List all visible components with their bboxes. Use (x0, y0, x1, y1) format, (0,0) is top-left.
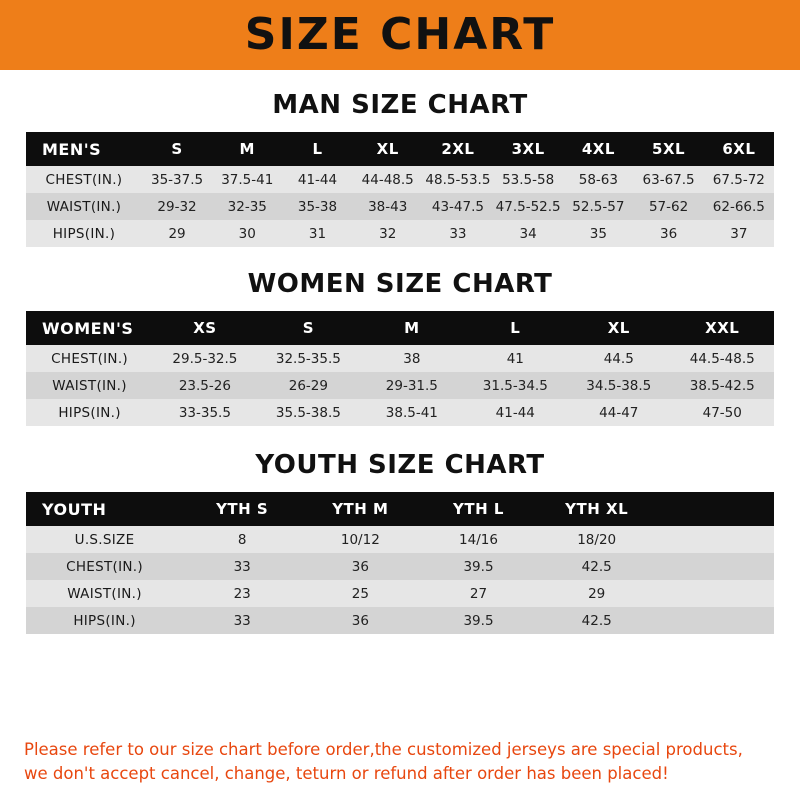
table-cell: 32 (379, 225, 397, 242)
table-cell: 38.5-41 (385, 404, 438, 421)
table-cell: 44-48.5 (361, 171, 414, 188)
man-size-table (26, 132, 774, 247)
col-header-yth-s: YTH S (216, 500, 269, 518)
table-cell: 36 (659, 225, 678, 242)
col-header-3xl: 3XL (511, 140, 545, 158)
man-table-head (26, 132, 774, 166)
table-cell: 41-44 (495, 404, 535, 421)
table-cell: 8 (237, 531, 247, 548)
table-cell: 42.5 (581, 558, 612, 575)
col-header-yth-l: YTH L (453, 500, 504, 518)
table-row (26, 553, 774, 580)
table-cell: 18/20 (577, 531, 617, 548)
table-row (26, 193, 774, 220)
row-label: CHEST(IN.) (45, 171, 123, 188)
col-header-s: S (171, 140, 183, 158)
women-table-head (26, 311, 774, 345)
table-cell: 58-63 (578, 171, 618, 188)
col-header-5xl: 5XL (652, 140, 686, 158)
table-cell: 37 (730, 225, 748, 242)
table-cell: 25 (351, 585, 369, 602)
table-cell: 38.5-42.5 (689, 377, 755, 394)
row-label: WAIST(IN.) (67, 585, 142, 602)
table-cell: 32.5-35.5 (275, 350, 341, 367)
table-cell: 38-43 (368, 198, 408, 215)
col-header-womens: WOMEN'S (42, 318, 134, 338)
table-row (26, 220, 774, 247)
col-header-yth-m: YTH M (332, 500, 389, 518)
table-cell: 34.5-38.5 (586, 377, 652, 394)
col-header-men: MEN'S (42, 139, 102, 159)
table-cell: 26-29 (288, 377, 328, 394)
row-label: U.S.SIZE (74, 531, 135, 548)
table-cell (656, 526, 774, 553)
table-cell: 29 (168, 225, 186, 242)
table-header-row (26, 132, 774, 166)
table-cell (656, 553, 774, 580)
women-size-table (26, 311, 774, 426)
table-cell: 44.5-48.5 (689, 350, 755, 367)
table-header-row (26, 492, 774, 526)
table-cell: 14/16 (459, 531, 498, 548)
table-cell: 37.5-41 (221, 171, 274, 188)
women-table-wrapper (0, 311, 800, 426)
col-header-m: M (239, 140, 255, 158)
table-cell: 44.5 (603, 350, 634, 367)
table-cell: 35 (589, 225, 607, 242)
col-header-xxl: XXL (705, 319, 740, 337)
table-row (26, 166, 774, 193)
man-table-wrapper (0, 132, 800, 247)
table-row (26, 399, 774, 426)
youth-table-body (26, 526, 774, 634)
table-cell: 29 (588, 585, 606, 602)
col-header-s: S (302, 319, 315, 337)
disclaimer-line-1: Please refer to our size chart before order,the customized jerseys are special products, (24, 740, 743, 760)
table-cell: 33 (449, 225, 467, 242)
man-table-body (26, 166, 774, 247)
table-header-row (26, 311, 774, 345)
table-cell: 39.5 (463, 558, 494, 575)
row-label: WAIST(IN.) (52, 377, 127, 394)
table-cell: 32-35 (227, 198, 267, 215)
disclaimer-line-2: we don't accept cancel, change, teturn or refund after order has been placed! (24, 764, 669, 784)
col-header-yth-xl: YTH XL (565, 500, 629, 518)
table-cell: 31.5-34.5 (482, 377, 548, 394)
table-cell (656, 607, 774, 634)
table-cell: 27 (469, 585, 488, 602)
table-cell: 31 (308, 225, 327, 242)
table-cell: 10/12 (340, 531, 380, 548)
col-header-2xl: 2XL (441, 140, 475, 158)
table-cell: 67.5-72 (712, 171, 765, 188)
women-section-title: WOMEN SIZE CHART (247, 269, 553, 299)
col-header-4xl: 4XL (581, 140, 615, 158)
table-cell: 33 (233, 558, 251, 575)
table-row (26, 372, 774, 399)
row-label: CHEST(IN.) (66, 558, 143, 575)
table-cell: 39.5 (463, 612, 494, 629)
col-header-l: L (510, 319, 521, 337)
table-cell: 23.5-26 (178, 377, 231, 394)
youth-table-head (26, 492, 774, 526)
table-cell: 63-67.5 (642, 171, 695, 188)
table-cell: 29-32 (157, 198, 197, 215)
youth-size-table (26, 492, 774, 634)
table-cell: 52.5-57 (572, 198, 625, 215)
table-row (26, 580, 774, 607)
row-label: HIPS(IN.) (73, 612, 136, 629)
col-header-empty (656, 492, 774, 526)
col-header-6xl: 6XL (722, 140, 756, 158)
table-row (26, 526, 774, 553)
col-header-xs: XS (193, 319, 217, 337)
page-banner (0, 0, 800, 70)
man-section-title: MAN SIZE CHART (272, 90, 528, 120)
table-cell: 38 (403, 350, 421, 367)
row-label: HIPS(IN.) (52, 225, 116, 242)
col-header-l: L (312, 140, 323, 158)
table-cell: 53.5-58 (502, 171, 555, 188)
women-table-body (26, 345, 774, 426)
table-cell: 35-38 (297, 198, 338, 215)
page-title: SIZE CHART (244, 9, 556, 60)
table-cell: 41-44 (297, 171, 338, 188)
table-cell: 29-31.5 (385, 377, 438, 394)
table-cell: 62-66.5 (712, 198, 765, 215)
table-cell: 23 (233, 585, 251, 602)
youth-table-wrapper (0, 492, 800, 634)
table-cell: 30 (238, 225, 256, 242)
disclaimer-note (0, 728, 800, 800)
table-cell: 33 (233, 612, 251, 629)
table-cell (656, 580, 774, 607)
table-cell: 44-47 (599, 404, 639, 421)
table-cell: 43-47.5 (431, 198, 484, 215)
table-row (26, 345, 774, 372)
col-header-xl: XL (376, 140, 399, 158)
table-cell: 33-35.5 (178, 404, 231, 421)
row-label: WAIST(IN.) (46, 198, 122, 215)
col-header-youth: YOUTH (42, 499, 107, 519)
table-cell: 57-62 (648, 198, 689, 215)
col-header-xl: XL (607, 319, 630, 337)
row-label: CHEST(IN.) (51, 350, 128, 367)
youth-section-title: YOUTH SIZE CHART (255, 450, 545, 480)
col-header-m: M (404, 319, 420, 337)
table-cell: 34 (519, 225, 537, 242)
row-label: HIPS(IN.) (58, 404, 121, 421)
table-cell: 47.5-52.5 (495, 198, 561, 215)
table-cell: 42.5 (581, 612, 612, 629)
table-cell: 35-37.5 (150, 171, 204, 188)
table-cell: 36 (351, 612, 369, 629)
table-cell: 35.5-38.5 (275, 404, 341, 421)
table-cell: 47-50 (702, 404, 742, 421)
table-row (26, 607, 774, 634)
table-cell: 36 (351, 558, 369, 575)
table-cell: 41 (506, 350, 524, 367)
table-cell: 48.5-53.5 (425, 171, 491, 188)
table-cell: 29.5-32.5 (172, 350, 238, 367)
